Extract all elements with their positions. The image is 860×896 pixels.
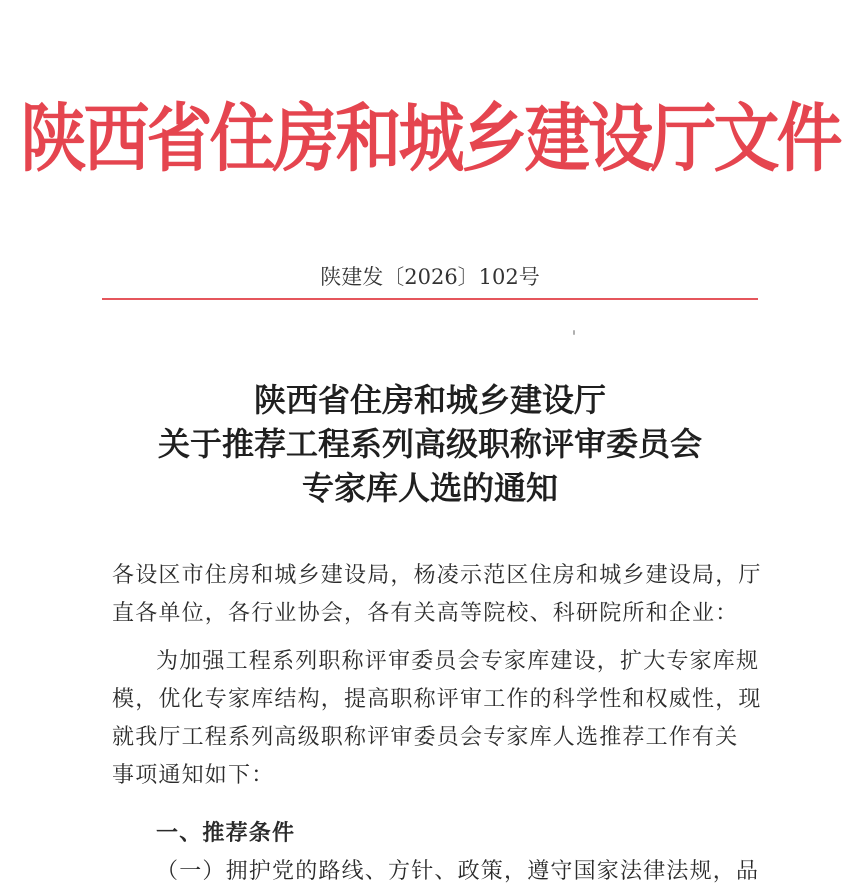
intro-line-4: 事项通知如下： [112,763,275,788]
section-1 [112,815,772,891]
addressee-line-2: 直各单位，各行业协会，各有关高等院校、科研院所和企业： [112,601,739,626]
title-line-2: 关于推荐工程系列高级职称评审委员会 [157,425,702,463]
intro-line-3: 就我厅工程系列高级职称评审委员会专家库人选推荐工作有关 [112,725,739,750]
intro-line-1: 为加强工程系列职称评审委员会专家库建设，扩大专家库规 [156,649,760,674]
addressee-paragraph [112,557,772,633]
document-number: 陕建发〔2026〕102号 [320,265,540,289]
addressee-line-1: 各设区市住房和城乡建设局，杨凌示范区住房和城乡建设局，厅 [112,563,762,588]
masthead-title: 陕西省住房和城乡建设厅文件 [20,95,840,183]
section-heading: 一、推荐条件 [156,821,296,846]
red-divider-line [102,298,758,300]
title-line-3: 专家库人选的通知 [301,469,558,507]
intro-paragraph [112,643,772,795]
section-item-1-line-1: （一）拥护党的路线、方针、政策，遵守国家法律法规，品 [156,859,760,884]
title-line-1: 陕西省住房和城乡建设厅 [253,381,606,419]
scan-speck [573,330,575,335]
notice-title [0,378,860,510]
intro-line-2: 模，优化专家库结构，提高职称评审工作的科学性和权威性，现 [112,687,762,712]
